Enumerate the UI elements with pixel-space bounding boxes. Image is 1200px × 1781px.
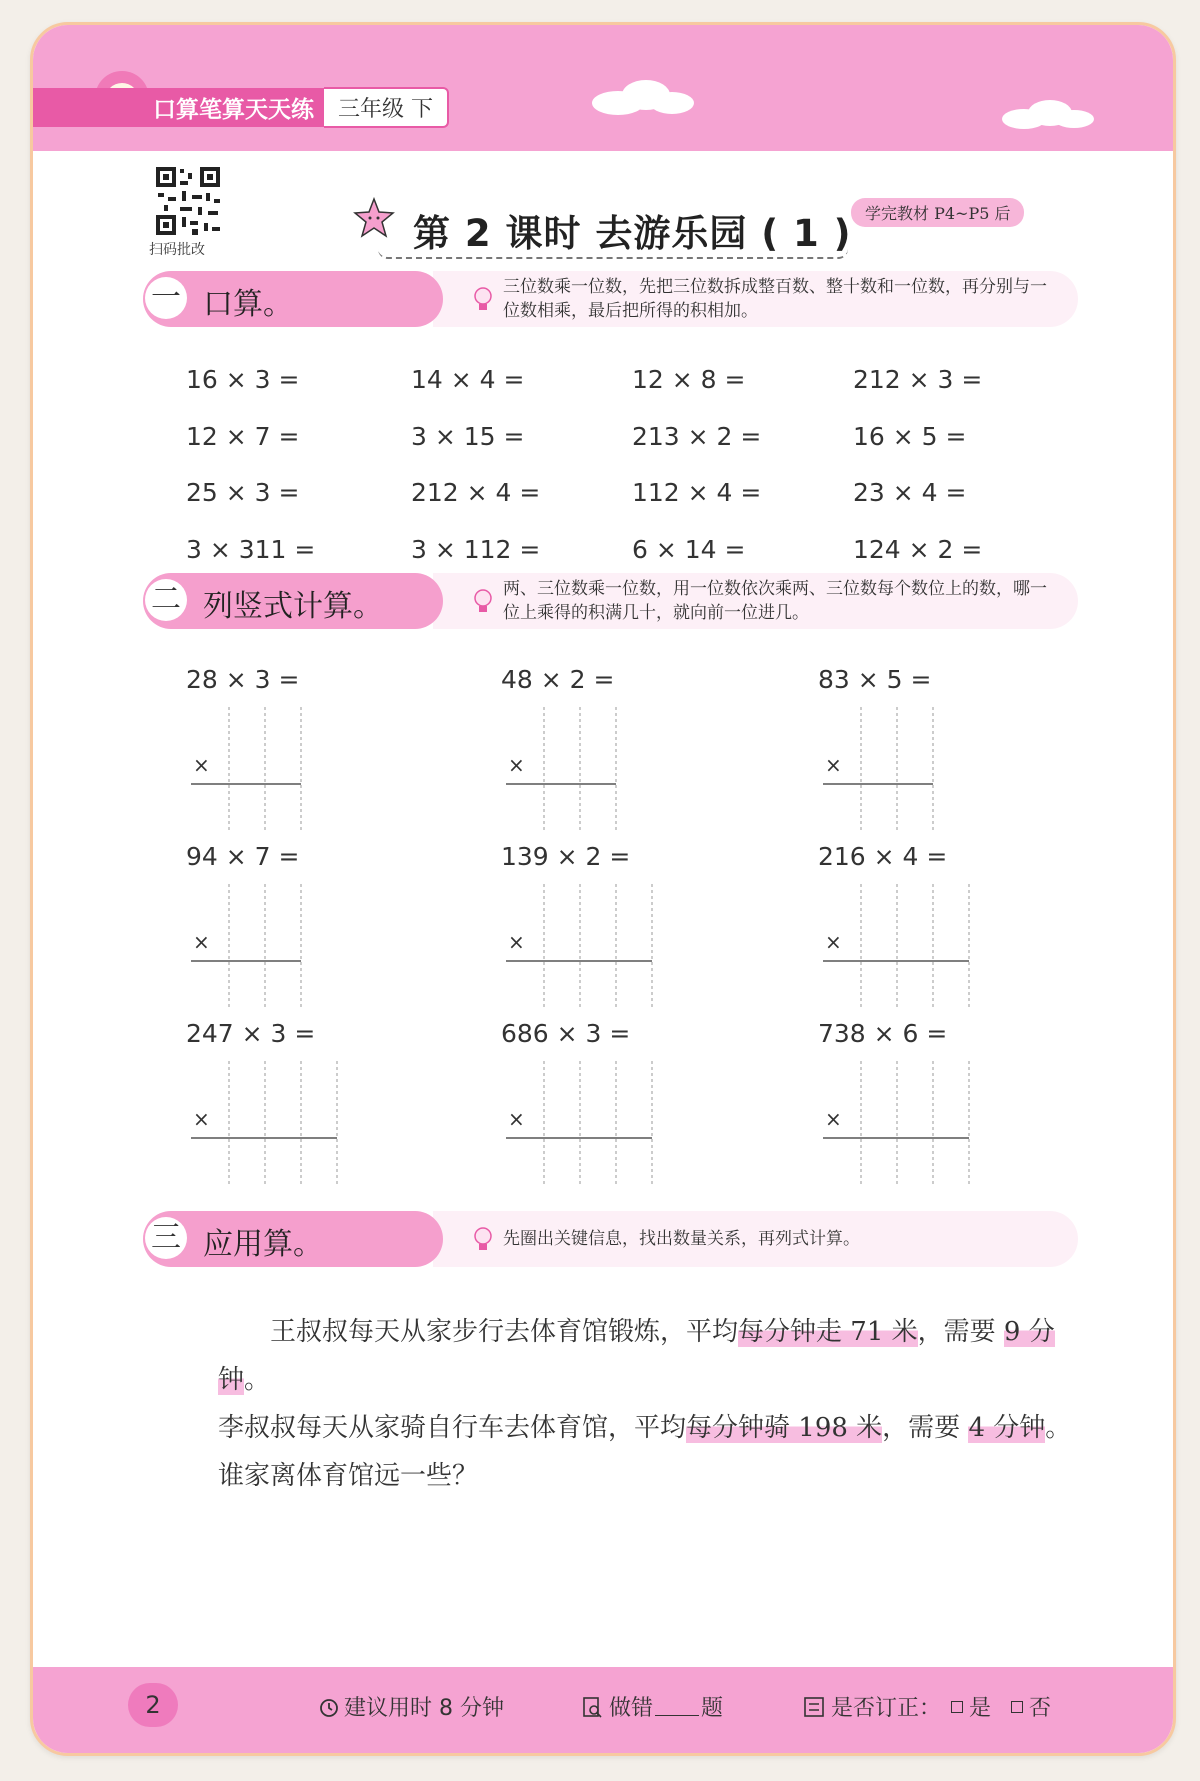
text: ，需要 [882,1413,969,1443]
yes-label: 是 [969,1696,992,1721]
times-sign: × [508,930,525,954]
page-number: 2 [128,1683,178,1727]
cloud-icon [998,97,1098,133]
oral-calc-item: 212 × 3 = [853,365,983,394]
text: 李叔叔每天从家骑自行车去体育馆，平均 [218,1413,687,1443]
problem-line-2 [218,1404,1098,1452]
qr-label: 扫码批改 [149,242,205,258]
section-word-problem-header [143,1211,1078,1269]
no-checkbox[interactable] [1011,1701,1023,1713]
vertical-calc-workspace[interactable] [191,1061,365,1191]
vertical-calc-workspace[interactable] [823,707,961,837]
key-info-highlight: 4 分钟 [968,1413,1046,1443]
word-problem [218,1308,1098,1500]
oral-calc-item: 3 × 112 = [411,535,541,564]
section-oral-header [143,271,1078,329]
times-sign: × [508,1107,525,1131]
oral-calc-item: 112 × 4 = [632,478,762,507]
wrong-prefix: 做错 [609,1696,654,1721]
section-vertical-header [143,573,1078,631]
oral-calc-item: 124 × 2 = [853,535,983,564]
text: 。 [1045,1413,1072,1443]
suggested-time [318,1691,504,1722]
times-sign: × [193,1107,210,1131]
oral-calc-item: 3 × 311 = [186,535,316,564]
checklist-icon [803,1696,825,1718]
problem-line-1 [218,1308,1098,1404]
alarm-clock-icon [318,1696,340,1718]
vertical-calc-workspace[interactable] [823,884,997,1014]
vertical-calc-question: 686 × 3 = [501,1019,631,1048]
problem-question: 谁家离体育馆远一些？ [218,1461,479,1491]
oral-calc-item: 12 × 7 = [186,422,300,451]
key-info-highlight: 9 分钟 [218,1317,1055,1395]
vertical-calc-workspace[interactable] [191,884,329,1014]
key-info-highlight: 每分钟骑 198 米 [686,1413,883,1443]
yes-checkbox[interactable] [951,1701,963,1713]
lightbulb-icon [471,587,495,617]
correction-label: 是否订正： [831,1696,942,1721]
section-number: 一 [145,277,187,319]
oral-calc-item: 213 × 2 = [632,422,762,451]
cloud-icon [588,77,698,117]
vertical-calc-question: 247 × 3 = [186,1019,316,1048]
oral-calc-item: 25 × 3 = [186,478,300,507]
oral-calc-item: 12 × 8 = [632,365,746,394]
footer-band [33,1667,1173,1753]
times-sign: × [825,930,842,954]
oral-calc-item: 16 × 5 = [853,422,967,451]
vertical-calc-question: 216 × 4 = [818,842,948,871]
oral-calc-item: 23 × 4 = [853,478,967,507]
text: ，需要 [917,1317,1004,1347]
section-bar [143,271,443,327]
workbook-page [30,22,1176,1756]
title-underline [378,247,848,259]
correction-check [803,1691,1051,1722]
oral-calc-item: 212 × 4 = [411,478,541,507]
textbook-range-badge: 学完教材 P4~P5 后 [851,198,1024,227]
vertical-calc-question: 738 × 6 = [818,1019,948,1048]
wrong-suffix: 题 [701,1696,724,1721]
times-sign: × [508,753,525,777]
time-text: 建议用时 8 分钟 [344,1696,504,1721]
search-doc-icon [581,1696,603,1718]
oral-calc-item: 6 × 14 = [632,535,746,564]
wrong-count-blank[interactable] [655,1697,699,1716]
times-sign: × [193,930,210,954]
section-heading: 应用算。 [203,1227,323,1262]
times-sign: × [825,1107,842,1131]
vertical-calc-question: 83 × 5 = [818,665,932,694]
header-band [33,25,1173,151]
wrong-count [581,1691,723,1722]
no-label: 否 [1029,1696,1052,1721]
section-hint: 三位数乘一位数，先把三位数拆成整百数、整十数和一位数，再分别与一位数相乘，最后把所得的积相加。 [503,277,1047,321]
key-info-highlight: 每分钟走 71 米 [738,1317,918,1347]
vertical-calc-workspace[interactable] [191,707,329,837]
section-hint: 先圈出关键信息，找出数量关系，再列式计算。 [503,1229,860,1249]
vertical-calc-workspace[interactable] [506,1061,680,1191]
series-title [33,90,449,124]
section-number: 二 [145,579,187,621]
section-heading: 列竖式计算。 [203,589,383,624]
vertical-calc-workspace[interactable] [823,1061,997,1191]
section-heading: 口算。 [203,287,293,322]
section-hint: 两、三位数乘一位数，用一位数依次乘两、三位数每个数位上的数，哪一位上乘得的积满几十，就向前一位进几。 [503,579,1047,623]
oral-calc-item: 3 × 15 = [411,422,525,451]
oral-calc-item: 14 × 4 = [411,365,525,394]
vertical-calc-question: 28 × 3 = [186,665,300,694]
text: 王叔叔每天从家步行去体育馆锻炼，平均 [270,1317,739,1347]
times-sign: × [193,753,210,777]
lesson-title: 第 2 课时 去游乐园 ( 1 ) [413,212,852,255]
series-name: 口算笔算天天练 [33,88,324,127]
vertical-calc-workspace[interactable] [506,707,644,837]
section-number: 三 [145,1217,187,1259]
vertical-calc-question: 139 × 2 = [501,842,631,871]
lightbulb-icon [471,1225,495,1255]
oral-calc-item: 16 × 3 = [186,365,300,394]
vertical-calc-question: 94 × 7 = [186,842,300,871]
lightbulb-icon [471,285,495,315]
qr-code-icon[interactable] [154,165,222,237]
star-icon [353,197,395,239]
vertical-calc-workspace[interactable] [506,884,680,1014]
grade-label: 三年级 下 [324,87,449,128]
vertical-calc-question: 48 × 2 = [501,665,615,694]
text: 。 [244,1365,271,1395]
times-sign: × [825,753,842,777]
